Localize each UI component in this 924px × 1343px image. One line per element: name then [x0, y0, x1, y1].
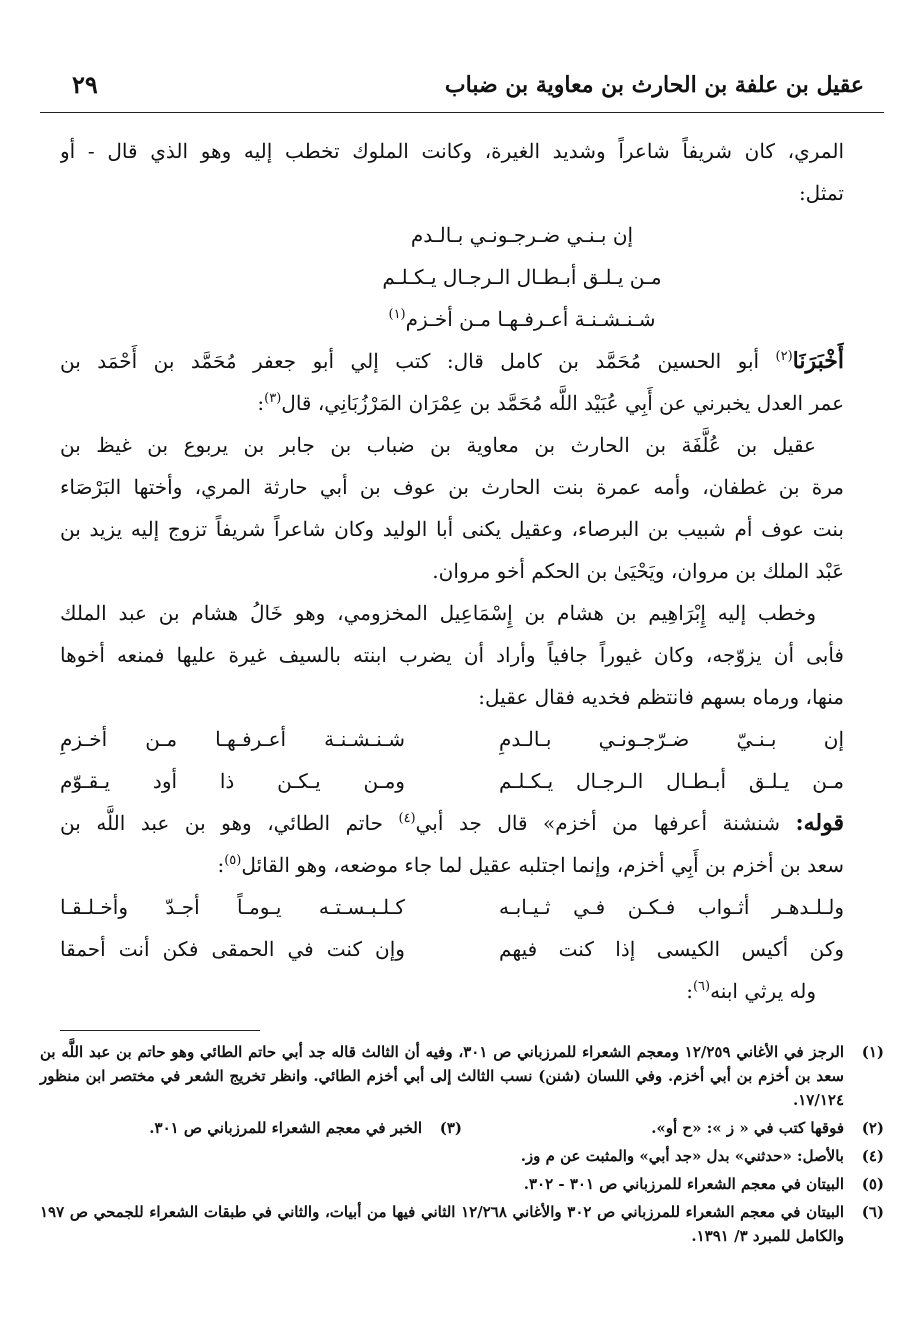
text-line: عَبْد الملك بن مروان، ويَحْيَىٰ بن الحكم أخو مروان.: [432, 559, 844, 583]
footnote-ref: (٥): [224, 853, 242, 868]
footnote-text: فوقها كتب في « ز »: «ح أو».: [651, 1119, 844, 1137]
text-span: سعد بن أخزم بن أَبِي أخزم، وإنما اجتلبه عقيل لما جاء موضعه، وهو القائل: [241, 853, 844, 877]
text-line: عقيل بن عُلَّفَة بن الحارث بن معاوية بن ضباب بن جابر بن يربوع بن غيظ بن: [60, 433, 816, 457]
footnote-ref: (٢): [775, 349, 793, 364]
verse-first-half: وكن أكيس الكيسى إذا كنت فيهم: [499, 937, 844, 961]
punctuation: :: [686, 979, 693, 1003]
footnote-text: البيتان في معجم الشعراء للمرزباني ص ٣٠٢ والأغاني ١٢/٢٦٨ الثاني فيها من أبيات، والثاني في طبقات الشعراء للجمحي ص ١٩٧ والكامل للمبرد ٣/ ١٣٩١.: [40, 1203, 844, 1245]
footnote-text: بالأصل: «حدثني» بدل «جد أبي» والمثبت عن م وز.: [520, 1147, 844, 1165]
page-number: ٢٩: [72, 70, 98, 99]
verse-first-half: ولـلـدهـر أثـواب فـكـن فـي ثـيـابـه: [499, 895, 844, 919]
footnote-number: (٣): [439, 1119, 462, 1137]
running-title: عقيل بن علفة بن الحارث بن معاوية بن ضباب: [444, 72, 864, 98]
footnote-number: (٢): [861, 1119, 884, 1137]
footnote-number: (٤): [861, 1147, 884, 1165]
text-span: شنشنة أعرفها من أخزم» قال جد أبي: [415, 811, 780, 835]
footnote-text: الرجز في الأغاني ١٢/٢٥٩ ومعجم الشعراء للمرزباني ص ٣٠١، وفيه أن الثالث قاله جد أبي حاتم الطائي وهو حاتم بن عبد اللَّه بن سعد بن أخزم بن أبي أخزم. وفي اللسان (شنن) نسب الثالث إلى أبي أخزم الطائي. وانظر تخريج الشعر في مختصر ابن منظور ١٧/١٢٤.: [40, 1043, 844, 1109]
gloss-lead: قوله:: [795, 810, 844, 836]
footnote-ref: (٤): [398, 811, 416, 826]
footnote-ref: (١): [388, 307, 406, 322]
text-line: [60, 382, 844, 424]
verse-line: مـن يـلـق أبـطـال الـرجـال يـكـلـم: [382, 265, 662, 289]
punctuation: :: [257, 391, 265, 415]
verse-second-half: وإن كنت في الحمقى فكن أنت أحمقا: [60, 937, 405, 961]
footnote-text: البيتان في معجم الشعراء للمرزباني ص ٣٠١ - ٣٠٢.: [523, 1175, 844, 1193]
verse-couplet: [60, 718, 844, 760]
text-line: [60, 340, 844, 382]
footnote: [40, 1040, 884, 1112]
footnote-number: (٦): [861, 1203, 884, 1221]
text-line: [60, 970, 844, 1012]
text-span: حاتم الطائي، وهو بن عبد اللَّه بن: [60, 811, 383, 835]
text-line: مرة بن غطفان، وأمه عمرة بنت الحارث بن عوف بن أبي حارثة المري، وأختها البَرْصَاء: [60, 475, 844, 499]
verse-couplet: [60, 886, 844, 928]
text-line: فأبى أن يزوّجه، وكان غيوراً جافياً وأراد أن يضرب ابنته بالسيف غيرة عليها فمنعه أخوها: [60, 643, 844, 667]
punctuation: :: [217, 853, 225, 877]
text-line: منها، ورماه بسهم فانتظم فخديه فقال عقيل:: [478, 685, 844, 709]
verse-second-half: شـنـشـنـة أعـرفـهـا مـن أخـزمِ: [60, 727, 405, 751]
verse-line: إن بـنـي ضـرجـونـي بـالـدم: [410, 223, 634, 247]
verse-second-half: ومـن يـكـن ذا أود يـقـوّم: [60, 769, 405, 793]
text-line: المري، كان شريفاً شاعراً وشديد الغيرة، وكانت الملوك تخطب إليه وهو الذي قال - أو: [60, 139, 844, 163]
text-span: وله يرثي ابنه: [710, 979, 816, 1003]
verse-first-half: مـن يـلـق أبـطـال الـرجـال يـكـلـم: [499, 769, 844, 793]
footnote-number: (٥): [861, 1175, 884, 1193]
verse-text: شـنـشـنـة أعـرفـهـا مـن أخـزم: [405, 307, 656, 331]
header-rule: [40, 112, 884, 113]
main-text: [60, 130, 844, 1012]
footnote-number: (١): [861, 1043, 884, 1061]
text-line: [60, 844, 844, 886]
isnad-lead: أَخْبَرَنَا: [792, 348, 844, 374]
text-line: وخطب إليه إِبْرَاهِيم بن هشام بن إِسْمَاعِيل المخزومي، وهو خَالُ هشام بن عبد الملك: [60, 601, 816, 625]
verse-second-half: كـلـبـسـتـه يـومـاً أجـدّ وأخـلـقـا: [60, 895, 405, 919]
text-line: بنت عوف أم شبيب بن البرصاء، وعقيل يكنى أبا الوليد وكان شاعراً شريفاً تزوج إليه يزيد بن: [60, 517, 844, 541]
footnote: [40, 1172, 884, 1196]
footnote-ref: (٦): [692, 979, 711, 994]
footnotes: [40, 1040, 884, 1252]
page-header: [40, 70, 884, 110]
text-span: عمر العدل يخبرني عن أَبِي عُبَيْد اللَّه مُحَمَّد بن عِمْرَان المَرْزُبَانِي، قال: [281, 391, 844, 415]
footnote: [40, 1144, 884, 1168]
footnote-rule: [60, 1030, 260, 1031]
footnote-pair: [40, 1116, 884, 1140]
footnote-ref: (٣): [264, 391, 282, 406]
text-line: [60, 802, 844, 844]
text-line: تمثل:: [798, 181, 844, 205]
text-span: أبو الحسين مُحَمَّد بن كامل قال: كتب إلي أبو جعفر مُحَمَّد بن أَحْمَد بن: [60, 349, 760, 373]
footnote: [462, 1116, 884, 1140]
footnote: [40, 1200, 884, 1248]
verse-couplet: [60, 760, 844, 802]
verse-line: [60, 298, 844, 340]
verse-couplet: [60, 928, 844, 970]
footnote: [40, 1116, 462, 1140]
verse-first-half: إن بـنـيّ ضـرّجـونـي بـالـدمِ: [499, 727, 844, 751]
footnote-text: الخبر في معجم الشعراء للمرزباني ص ٣٠١.: [149, 1119, 422, 1137]
